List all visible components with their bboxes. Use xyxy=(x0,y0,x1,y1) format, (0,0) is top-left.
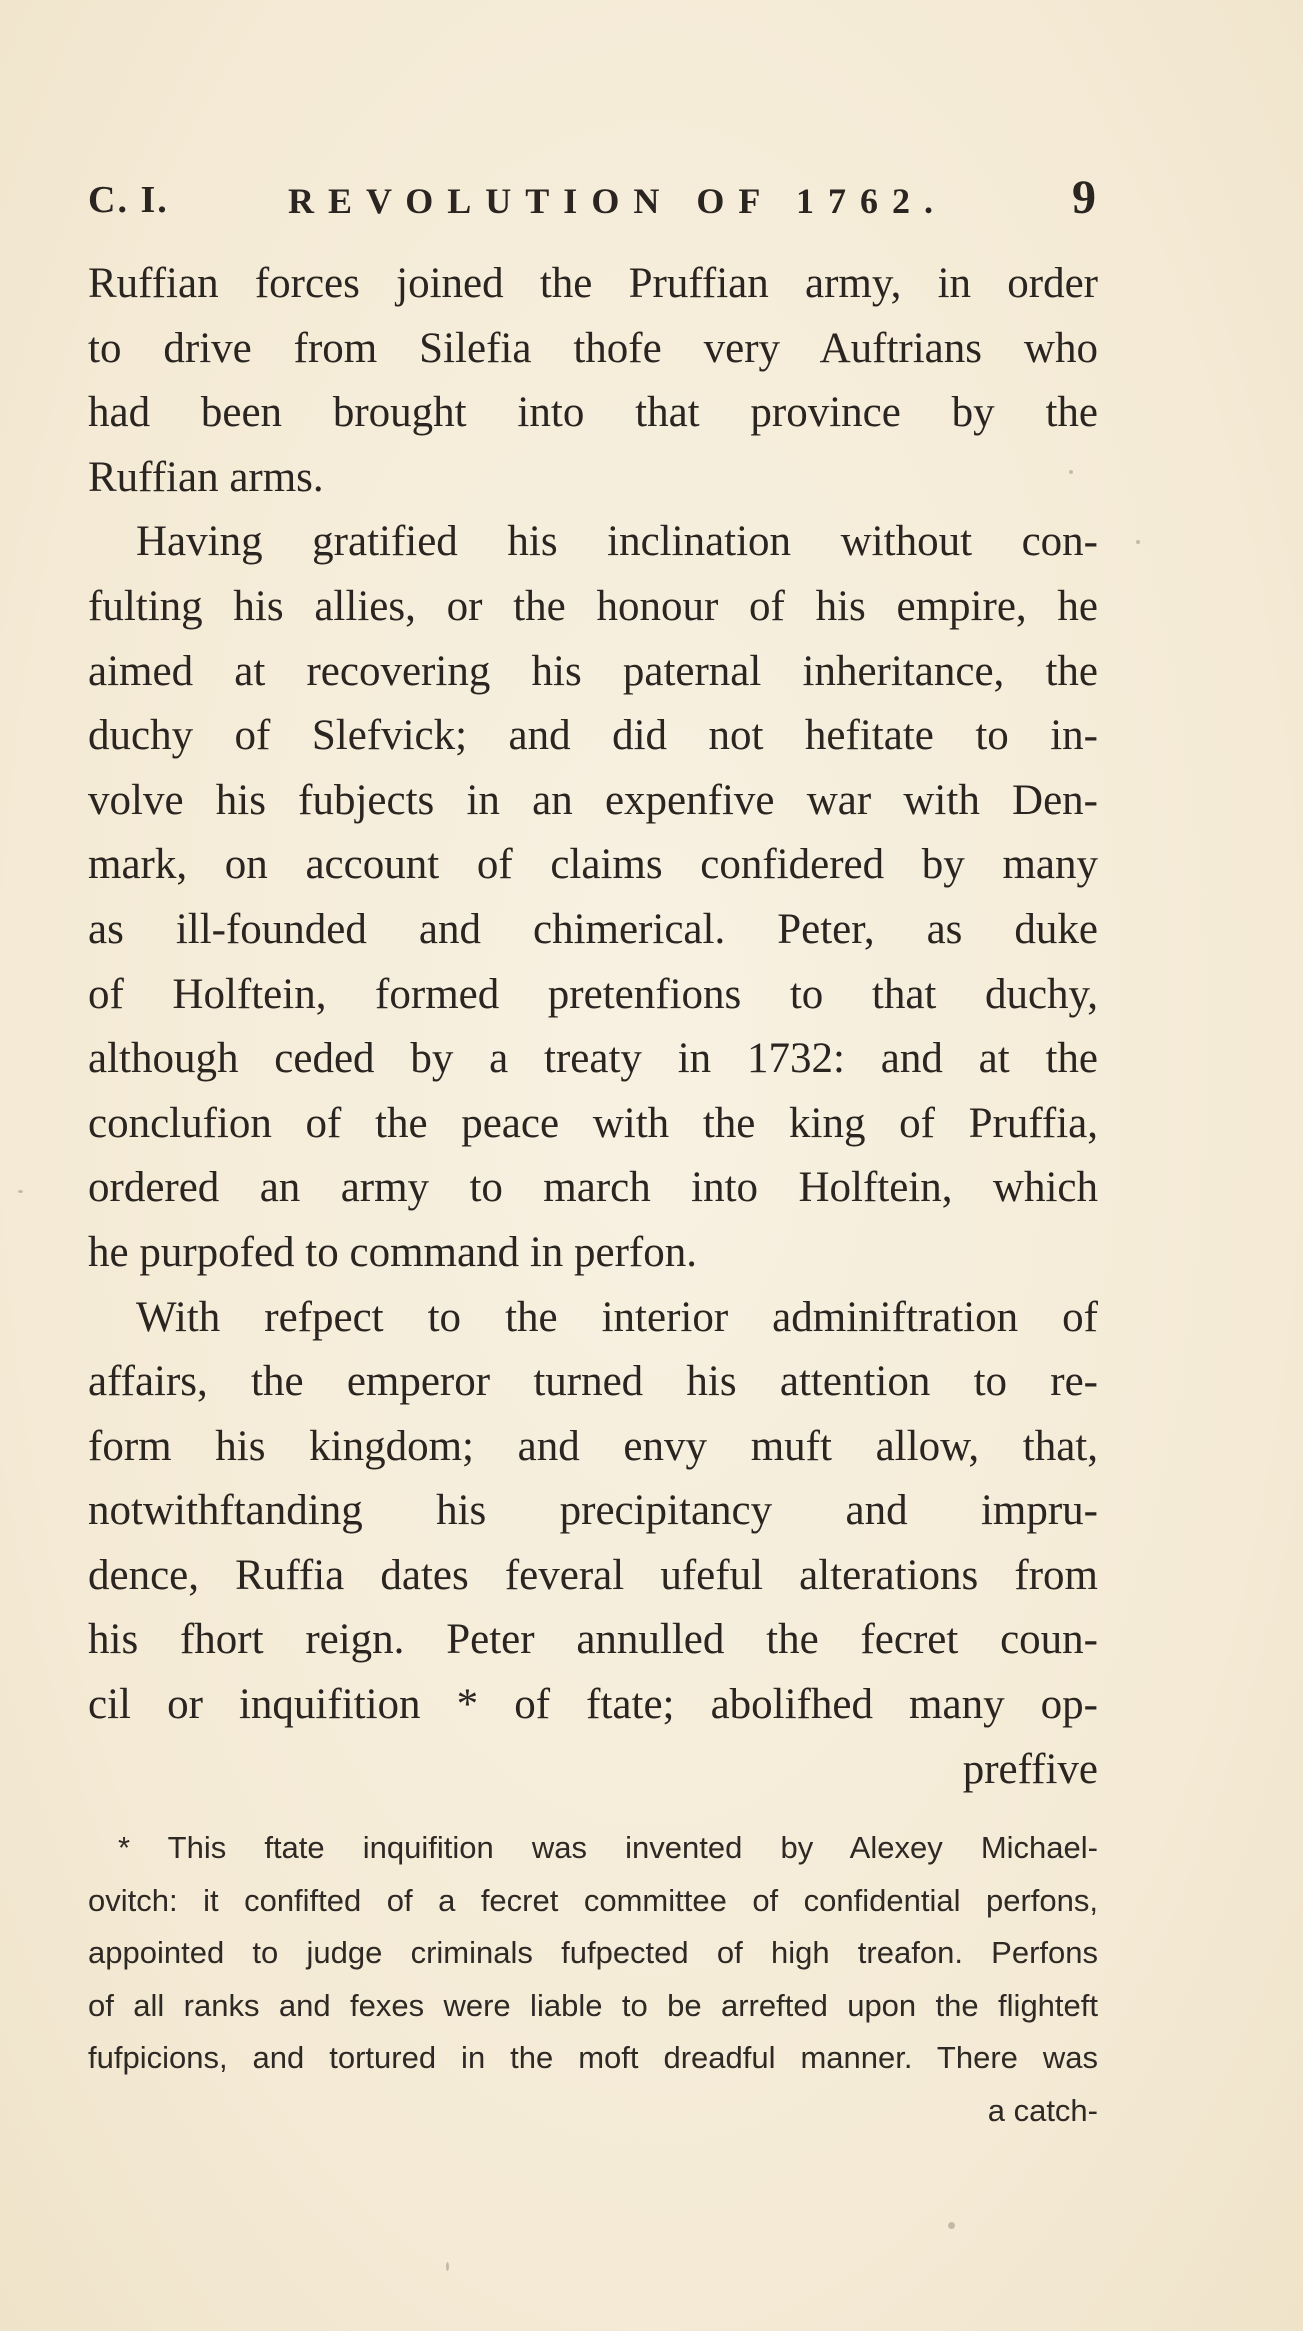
footnote-line: appointed to judge criminals fufpected of high treafon. Perfons xyxy=(88,1935,1098,1970)
footnote-catchword: a catch- xyxy=(987,2092,1098,2128)
chapter-marker: C. I. xyxy=(88,179,169,221)
paper-speck xyxy=(18,1190,23,1193)
footnote-line: ovitch: it confifted of a fecret committee of confidential perfons, xyxy=(88,1882,1098,1918)
running-title: REVOLUTION OF 1762. xyxy=(288,181,947,221)
text-line: of Holftein, formed pretenfions to that duchy, xyxy=(88,970,1098,1018)
text-line: aimed at recovering his paternal inheritance, the xyxy=(88,647,1098,695)
paragraph-start-line: With refpect to the interior adminiftration of xyxy=(136,1293,1098,1341)
paper-speck xyxy=(1069,470,1073,474)
paper-speck xyxy=(948,2222,955,2229)
text-line: although ceded by a treaty in 1732: and at the xyxy=(88,1035,1098,1083)
text-line: had been brought into that province by the xyxy=(88,389,1098,437)
text-line: he purpofed to command in perfon. xyxy=(88,1228,697,1276)
text-line: notwithftanding his precipitancy and impru- xyxy=(88,1487,1098,1535)
paper-speck xyxy=(446,2262,449,2271)
running-head xyxy=(88,170,1098,230)
paragraph-start-line: Having gratified his inclination without con- xyxy=(136,518,1098,566)
text-line: fulting his allies, or the honour of his empire, he xyxy=(88,582,1098,630)
text-line: volve his fubjects in an expenfive war with Den- xyxy=(88,776,1098,824)
text-line: cil or inquifition * of ftate; abolifhed many op- xyxy=(88,1681,1098,1729)
text-line: duchy of Slefvick; and did not hefitate to in- xyxy=(88,712,1098,760)
text-line: conclufion of the peace with the king of Pruffia, xyxy=(88,1099,1098,1147)
text-line: to drive from Silefia thofe very Auftrians who xyxy=(88,324,1098,372)
footnote xyxy=(88,1822,1098,2137)
paper-speck xyxy=(1136,540,1140,544)
text-line: mark, on account of claims confidered by many xyxy=(88,841,1098,889)
text-line: his fhort reign. Peter annulled the fecret coun- xyxy=(88,1616,1098,1664)
main-text xyxy=(88,252,1098,1802)
catchword: preffive xyxy=(962,1745,1098,1793)
text-line: as ill-founded and chimerical. Peter, as duke xyxy=(88,905,1098,953)
footnote-line: * This ftate inquifition was invented by Alexey Michael- xyxy=(118,1830,1098,1865)
footnote-line: of all ranks and fexes were liable to be arrefted upon the flighteft xyxy=(88,1987,1098,2023)
footnote-line: fufpicions, and tortured in the moft dreadful manner. There was xyxy=(88,2040,1098,2075)
text-line: affairs, the emperor turned his attention to re- xyxy=(88,1358,1098,1406)
text-line: Ruffian forces joined the Pruffian army, in order xyxy=(88,260,1098,307)
page-number: 9 xyxy=(1072,171,1098,224)
text-line: dence, Ruffia dates feveral ufeful alterations from xyxy=(88,1551,1098,1599)
text-line: Ruffian arms. xyxy=(88,453,324,501)
text-line: form his kingdom; and envy muft allow, that, xyxy=(88,1422,1098,1470)
text-line: ordered an army to march into Holftein, which xyxy=(88,1164,1098,1212)
